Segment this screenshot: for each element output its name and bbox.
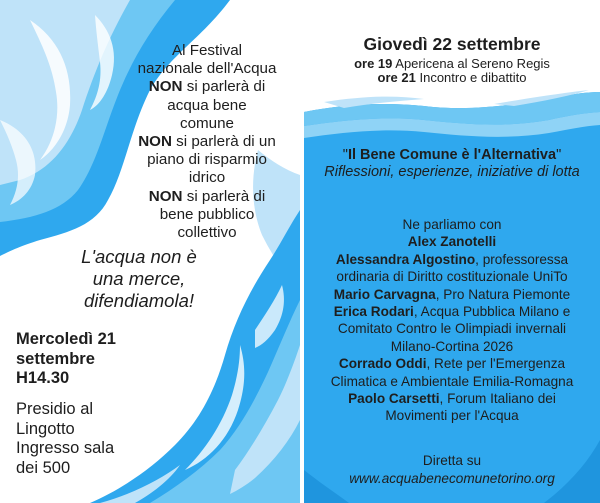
speaker-item: Erica Rodari, Acqua Pubblica Milano e Comitato Contro le Olimpiadi invernali Milano-Cortina 2026 — [333, 304, 571, 354]
speaker-item: Corrado Oddi, Rete per l'Emergenza Climatica e Ambientale Emilia-Romagna — [330, 356, 574, 389]
slogan-line: L'acqua non è — [81, 246, 197, 267]
statement-line: NON si parlerà di — [148, 187, 266, 205]
slogan — [64, 246, 214, 312]
event-date-wednesday — [16, 330, 146, 389]
statement-line: bene pubblico — [159, 205, 255, 223]
intro-line: nazionale dell'Acqua — [137, 60, 277, 78]
statement-line: NON si parlerà di un — [138, 133, 276, 151]
event-location — [16, 400, 156, 478]
speaker-item: Alex Zanotelli — [407, 234, 497, 250]
location-line: Lingotto — [16, 419, 75, 438]
location-line: Presidio al — [16, 400, 94, 418]
time-line: H14.30 — [16, 369, 70, 387]
statement-line: acqua bene — [167, 96, 247, 114]
intro-line: Al Festival — [171, 42, 243, 59]
statement-line: comune — [179, 114, 235, 132]
location-line: dei 500 — [16, 458, 71, 477]
speakers-list — [318, 216, 586, 425]
event-subtitle: Riflessioni, esperienze, iniziative di lotta — [324, 164, 580, 180]
speakers-intro: Ne parliamo con — [402, 217, 502, 232]
location-line: Ingresso sala — [16, 439, 115, 457]
speaker-item: Alessandra Algostino, professoressa ordinaria di Diritto costituzionale UniTo — [335, 251, 569, 285]
statement-line: NON si parlerà di — [148, 78, 266, 96]
slogan-line: difendiamola! — [83, 290, 195, 311]
statement-line: piano di risparmio — [147, 151, 267, 169]
live-stream-label: Diretta su — [422, 453, 482, 468]
statement-line: idrico — [188, 169, 226, 187]
schedule-line-incontro: ore 21 Incontro e dibattito — [377, 70, 527, 85]
speaker-item: Mario Carvagna, Pro Natura Piemonte — [333, 286, 571, 302]
website-link[interactable]: www.acquabenecomunetorino.org — [349, 471, 555, 486]
schedule-line-aperitivo: ore 19 Apericena al Sereno Regis — [354, 56, 550, 71]
right-panel — [304, 0, 600, 503]
slogan-line: una merce, — [92, 268, 186, 289]
festival-statement — [128, 42, 286, 242]
speaker-item: Paolo Carsetti, Forum Italiano dei Movimenti per l'Acqua — [348, 391, 556, 424]
statement-line: collettivo — [177, 224, 237, 242]
event-title: "Il Bene Comune è l'Alternativa" — [342, 147, 562, 163]
date-line: Mercoledì 21 — [16, 330, 116, 348]
date-line: settembre — [16, 349, 95, 368]
event-date-thursday: Giovedì 22 settembre — [363, 34, 541, 54]
